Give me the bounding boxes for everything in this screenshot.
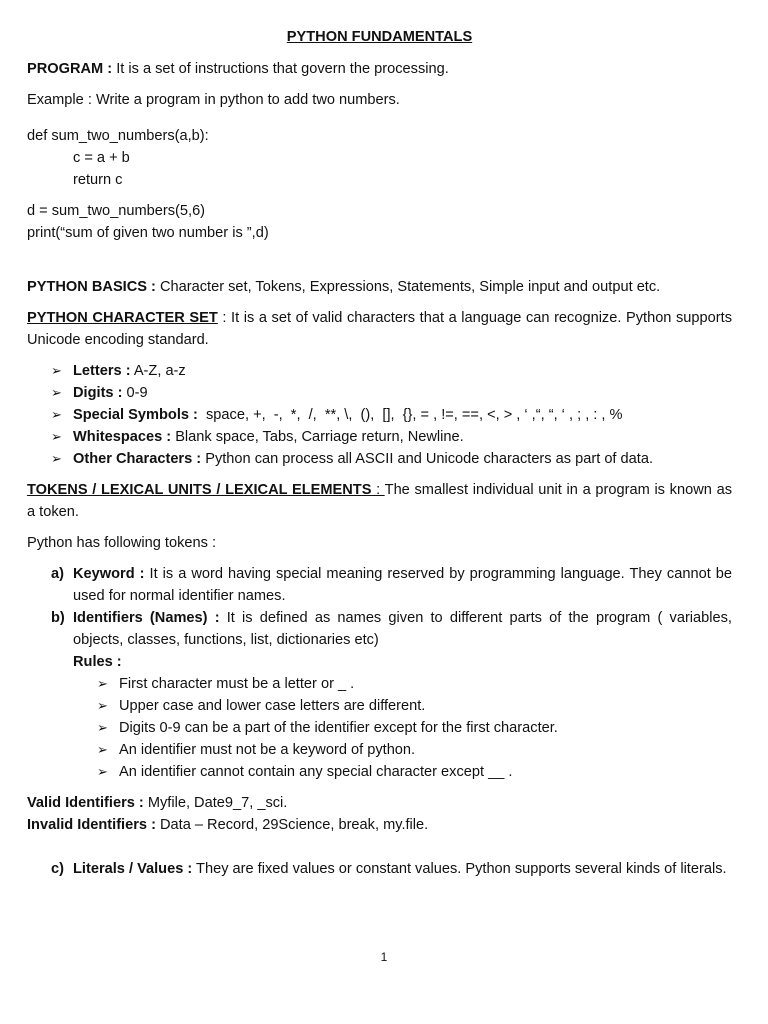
rules-list [27, 673, 732, 783]
list-marker: b) [51, 610, 65, 626]
item-text: Python can process all ASCII and Unicode characters as part of data. [201, 451, 653, 467]
valid-text: Myfile, Date9_7, _sci. [143, 795, 288, 811]
list-item [27, 382, 732, 404]
invalid-identifiers [27, 814, 732, 836]
arrow-bullet-icon: ➢ [51, 429, 62, 444]
list-item [27, 404, 732, 426]
code-block [27, 125, 732, 191]
python-basics [27, 276, 732, 298]
program-text: It is a set of instructions that govern the processing. [112, 61, 449, 77]
rule-text: Digits 0-9 can be a part of the identifier except for the first character. [119, 720, 558, 736]
code-line: def sum_two_numbers(a,b): [27, 128, 209, 144]
list-item [27, 448, 732, 470]
tokens-intro: Python has following tokens : [27, 535, 217, 551]
rule-text: An identifier cannot contain any special character except __ . [119, 764, 513, 780]
arrow-bullet-icon: ➢ [51, 385, 62, 400]
invalid-text: Data – Record, 29Science, break, my.file. [155, 817, 429, 833]
item-label: Special Symbols : [73, 407, 198, 423]
literals-label: Literals / Values : [73, 861, 193, 877]
code-line: print(“sum of given two number is ”,d) [27, 225, 269, 241]
arrow-bullet-icon: ➢ [51, 363, 62, 378]
item-label: Digits : [73, 385, 123, 401]
list-item [27, 761, 732, 783]
token-keyword [27, 563, 732, 607]
list-marker: a) [51, 566, 64, 582]
item-label: Letters : [73, 363, 131, 379]
arrow-bullet-icon: ➢ [97, 698, 108, 713]
invalid-label: Invalid Identifiers : [27, 817, 156, 833]
example-text: Example : Write a program in python to add two numbers. [27, 92, 400, 108]
identifiers-text: It is defined as names given to different parts of the program ( variables, objects, classes, functions, list, dictionaries etc) [73, 610, 732, 648]
list-marker: c) [51, 861, 64, 877]
tokens-label: TOKENS / LEXICAL UNITS / LEXICAL ELEMENTS [27, 482, 372, 498]
token-types-list-continued [27, 858, 732, 880]
tokens-sep: : [371, 482, 385, 498]
arrow-bullet-icon: ➢ [97, 764, 108, 779]
rule-text: First character must be a letter or _ . [119, 676, 355, 692]
list-item [27, 426, 732, 448]
rules-heading: Rules : [73, 654, 122, 670]
item-text: Blank space, Tabs, Carriage return, Newline. [171, 429, 464, 445]
list-item [27, 360, 732, 382]
page-number: 1 [380, 950, 388, 964]
character-set-definition [27, 307, 732, 351]
arrow-bullet-icon: ➢ [51, 407, 62, 422]
tokens-definition [27, 479, 732, 523]
character-set-list [27, 360, 732, 470]
code-line: d = sum_two_numbers(5,6) [27, 203, 206, 219]
item-label: Other Characters : [73, 451, 202, 467]
keyword-text: It is a word having special meaning reserved by programming language. They cannot be used for normal identifier names. [73, 566, 732, 604]
item-label: Whitespaces : [73, 429, 172, 445]
literals-text: They are fixed values or constant values. Python supports several kinds of literals. [192, 861, 727, 877]
arrow-bullet-icon: ➢ [97, 676, 108, 691]
tokens-text: The smallest individual unit in a program is known as a token. [27, 482, 732, 520]
list-item [27, 673, 732, 695]
valid-identifiers [27, 792, 732, 814]
arrow-bullet-icon: ➢ [97, 720, 108, 735]
token-types-list [27, 563, 732, 651]
document-page [27, 26, 732, 880]
basics-text: Character set, Tokens, Expressions, Statements, Simple input and output etc. [155, 279, 661, 295]
token-identifiers [27, 607, 732, 651]
arrow-bullet-icon: ➢ [97, 742, 108, 757]
item-text: 0-9 [122, 385, 148, 401]
page-title: PYTHON FUNDAMENTALS [286, 29, 473, 45]
list-item [27, 695, 732, 717]
list-item [27, 717, 732, 739]
identifiers-label: Identifiers (Names) : [73, 610, 220, 626]
code-block-call [27, 200, 732, 244]
item-text: space, +, -, *, /, **, \, (), [], {}, = , !=, ==, <, > , ‘ ,“, “, ‘ , ; , : , % [197, 407, 623, 423]
charset-text: : It is a set of valid characters that a language can recognize. Python supports Unicode encoding standard. [27, 310, 732, 348]
code-line: return c [73, 172, 123, 188]
program-definition [27, 58, 732, 80]
rule-text: An identifier must not be a keyword of python. [119, 742, 416, 758]
arrow-bullet-icon: ➢ [51, 451, 62, 466]
token-literals [27, 858, 732, 880]
valid-label: Valid Identifiers : [27, 795, 144, 811]
program-label: PROGRAM : [27, 61, 113, 77]
charset-label: PYTHON CHARACTER SET [27, 310, 218, 326]
rule-text: Upper case and lower case letters are different. [119, 698, 426, 714]
basics-label: PYTHON BASICS : [27, 279, 156, 295]
keyword-label: Keyword : [73, 566, 145, 582]
code-line: c = a + b [73, 150, 130, 166]
list-item [27, 739, 732, 761]
item-text: A-Z, a-z [130, 363, 186, 379]
